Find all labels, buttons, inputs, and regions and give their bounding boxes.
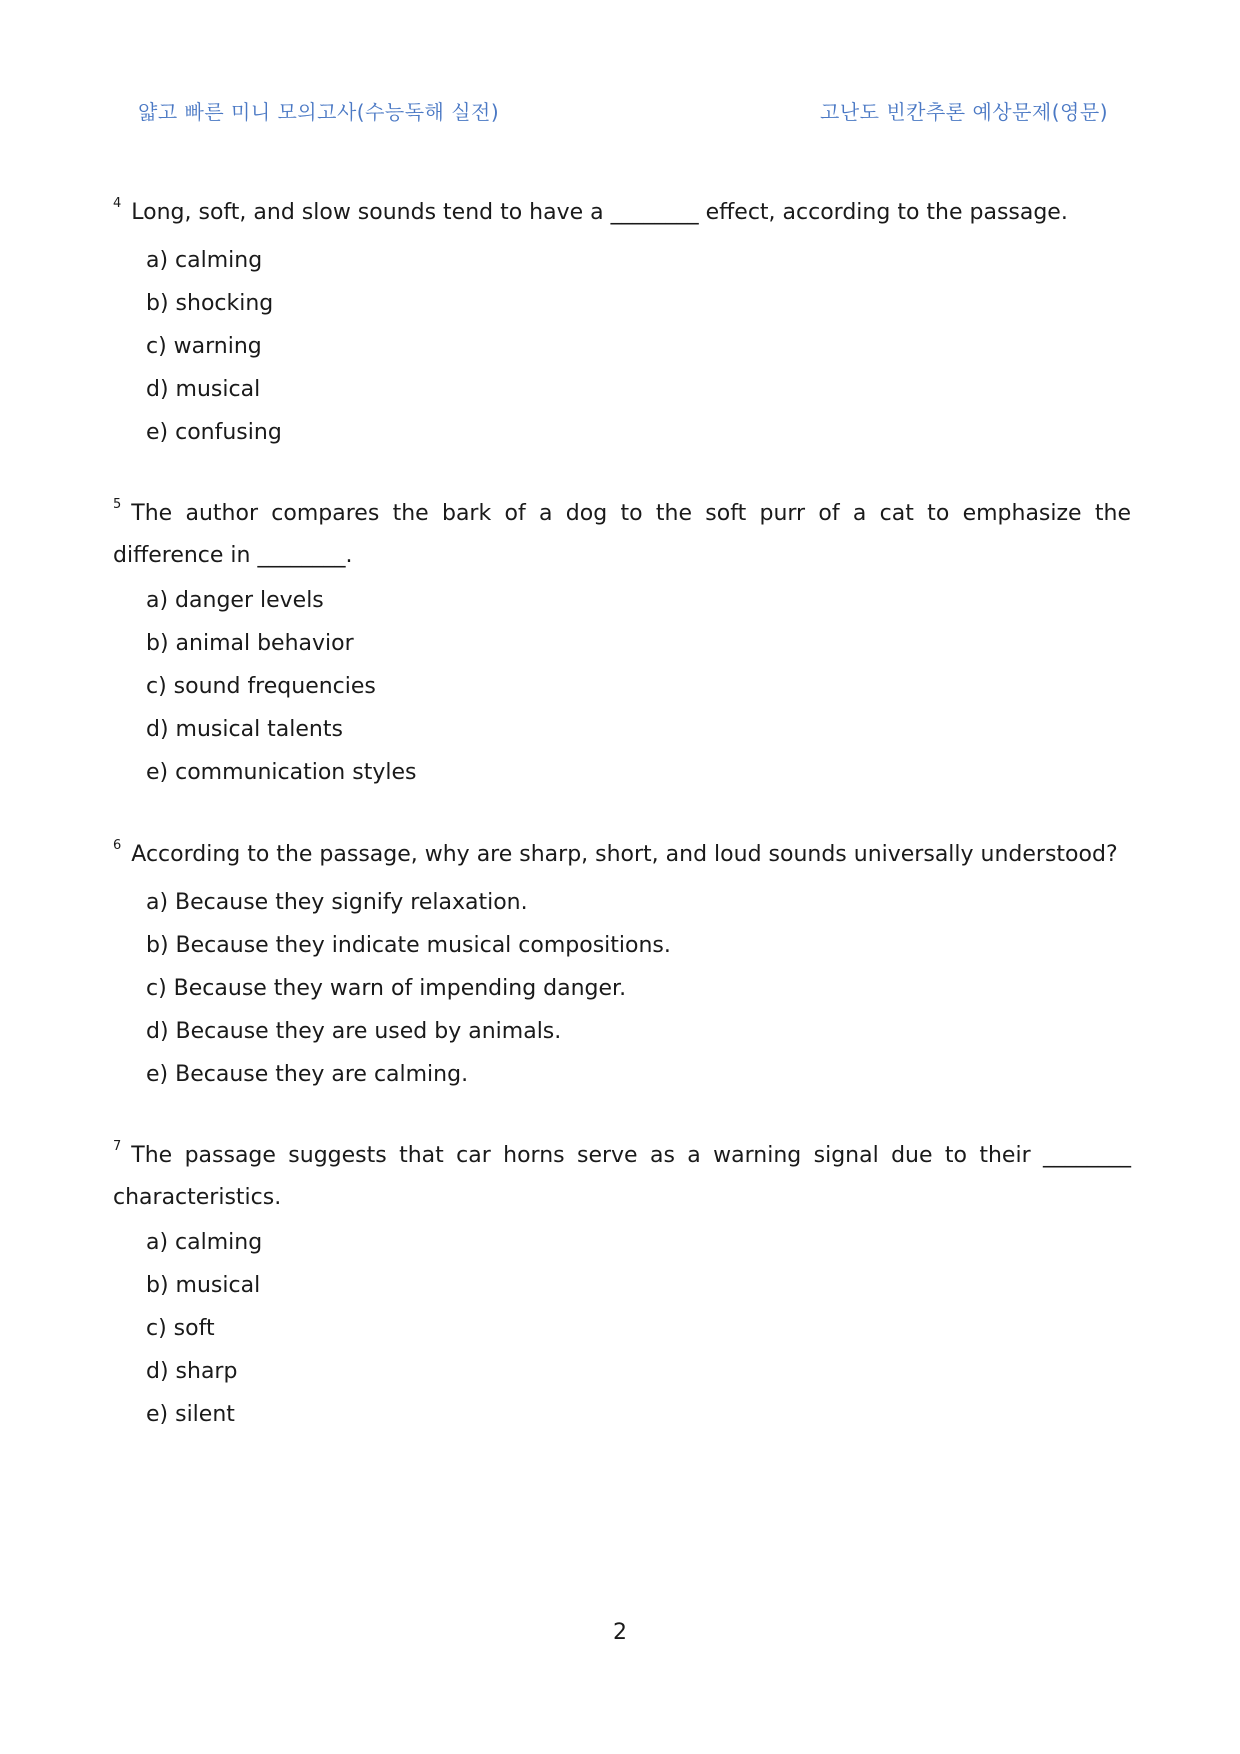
option-a: a) calming	[146, 248, 263, 273]
option-d: d) sharp	[146, 1359, 238, 1384]
option-e: e) confusing	[146, 420, 282, 445]
option-b: b) animal behavior	[146, 631, 354, 656]
options-list	[113, 579, 1131, 794]
page-header	[138, 96, 1108, 126]
option-e: e) communication styles	[146, 760, 417, 785]
option-e: e) Because they are calming.	[146, 1062, 469, 1087]
header-left-title: 얇고 빠른 미니 모의고사(수능독해 실전)	[138, 100, 500, 124]
option-b: b) musical	[146, 1273, 261, 1298]
option-b: b) shocking	[146, 291, 274, 316]
question-number: 5	[113, 497, 122, 512]
question-4	[113, 193, 1131, 454]
question-text: The passage suggests that car horns serve as a warning signal due to their ________ characteristics.	[113, 1143, 1131, 1210]
header-right-title: 고난도 빈칸추론 예상문제(영문)	[820, 100, 1108, 124]
options-list	[113, 239, 1131, 454]
question-stem	[113, 494, 1131, 575]
question-text: Long, soft, and slow sounds tend to have a ________ effect, according to the passage.	[131, 200, 1068, 225]
option-a: a) Because they signify relaxation.	[146, 890, 528, 915]
options-list	[113, 1221, 1131, 1436]
option-d: d) Because they are used by animals.	[146, 1019, 562, 1044]
option-c: c) soft	[146, 1316, 215, 1341]
page-number: 2	[613, 1620, 627, 1645]
options-list	[113, 881, 1131, 1096]
option-d: d) musical talents	[146, 717, 343, 742]
question-stem	[113, 1136, 1131, 1217]
option-a: a) danger levels	[146, 588, 324, 613]
question-text: The author compares the bark of a dog to the soft purr of a cat to emphasize the difference in ________.	[113, 501, 1131, 568]
option-c: c) sound frequencies	[146, 674, 376, 699]
question-number: 6	[113, 838, 122, 853]
option-a: a) calming	[146, 1230, 263, 1255]
question-stem	[113, 835, 1131, 877]
question-text: According to the passage, why are sharp, short, and loud sounds universally understood?	[131, 842, 1118, 867]
question-stem	[113, 193, 1131, 235]
question-7	[113, 1136, 1131, 1436]
question-number: 4	[113, 196, 122, 211]
option-d: d) musical	[146, 377, 261, 402]
option-c: c) Because they warn of impending danger.	[146, 976, 627, 1001]
question-6	[113, 835, 1131, 1096]
option-c: c) warning	[146, 334, 262, 359]
question-number: 7	[113, 1139, 122, 1154]
question-5	[113, 494, 1131, 794]
option-b: b) Because they indicate musical compositions.	[146, 933, 671, 958]
option-e: e) silent	[146, 1402, 235, 1427]
